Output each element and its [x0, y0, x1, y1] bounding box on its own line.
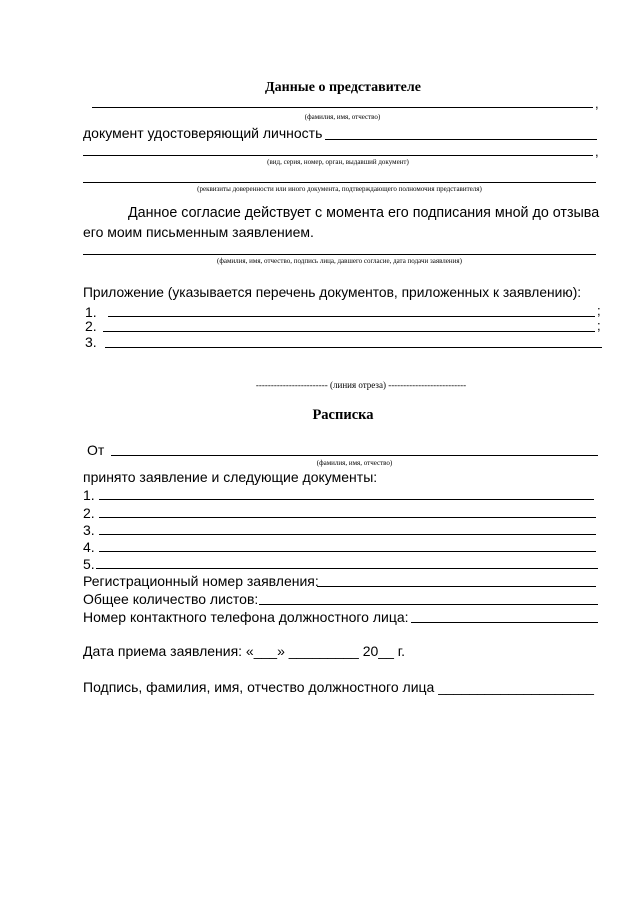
- sheets-line: [259, 604, 598, 605]
- receipt-item-4-number: 4.: [83, 539, 95, 555]
- power-of-attorney-line: [83, 182, 596, 183]
- phone-line: [411, 622, 598, 623]
- receipt-item-2-line: [99, 517, 596, 518]
- receipt-item-5-line: [96, 568, 598, 569]
- id-doc-line: [325, 139, 597, 140]
- power-caption: (реквизиты доверенности или иного документа, подтверждающего полномочия представителя): [197, 185, 482, 193]
- receipt-item-5-number: 5.: [83, 556, 95, 572]
- id-doc-comma: ,: [595, 144, 599, 159]
- attachment-item-1-number: 1.: [85, 304, 97, 320]
- attachment-label: Приложение (указывается перечень документов, приложенных к заявлению):: [83, 285, 582, 300]
- attachment-item-2-line: [103, 331, 595, 332]
- id-doc-details-line: [83, 155, 593, 156]
- id-doc-label: документ удостоверяющий личность: [83, 125, 323, 141]
- section-title-representative: Данные о представителе: [265, 80, 421, 95]
- section-title-receipt: Расписка: [312, 407, 374, 423]
- receipt-item-3-line: [99, 534, 596, 535]
- reg-number-line: [317, 586, 596, 587]
- receipt-item-3-number: 3.: [83, 522, 95, 538]
- cut-line: ------------------------ (линия отреза) --------------------------: [255, 380, 467, 390]
- receipt-item-4-line: [99, 551, 596, 552]
- attachment-item-3-line: [105, 347, 602, 348]
- fio-caption: (фамилия, имя, отчество): [304, 113, 381, 121]
- receipt-from-label: От: [87, 442, 105, 458]
- receipt-item-1-number: 1.: [83, 487, 95, 503]
- fio-comma: ,: [595, 96, 599, 111]
- receipt-accepted-label: принято заявление и следующие документы:: [83, 469, 378, 485]
- fio-line: [92, 107, 593, 108]
- consent-sign-line: [83, 254, 596, 255]
- receipt-from-line: [111, 455, 598, 456]
- receipt-item-1-line: [99, 499, 594, 500]
- attachment-item-1-line: [108, 316, 595, 317]
- signature-label: Подпись, фамилия, имя, отчество должностного лица ____________________: [83, 679, 594, 695]
- attachment-item-2-number: 2.: [85, 318, 97, 334]
- date-label: Дата приема заявления: «___» _________ 20__ г.: [83, 643, 406, 659]
- attachment-item-1-semicolon: ;: [597, 303, 601, 318]
- receipt-from-caption: (фамилия, имя, отчество): [316, 459, 393, 467]
- consent-sign-caption: (фамилия, имя, отчество, подпись лица, давшего согласие, дата подачи заявления): [217, 257, 462, 265]
- consent-text-line2: его моим письменным заявлением.: [83, 224, 314, 240]
- sheets-label: Общее количество листов:: [83, 591, 259, 607]
- attachment-item-2-semicolon: ;: [597, 318, 601, 333]
- reg-number-label: Регистрационный номер заявления:: [83, 573, 319, 589]
- consent-text-line1: Данное согласие действует с момента его подписания мной до отзыва: [128, 205, 600, 221]
- id-doc-caption: (вид, серия, номер, орган, выдавший документ): [267, 158, 409, 166]
- attachment-item-3-number: 3.: [85, 334, 97, 350]
- phone-label: Номер контактного телефона должностного лица:: [83, 609, 409, 625]
- receipt-item-2-number: 2.: [83, 505, 95, 521]
